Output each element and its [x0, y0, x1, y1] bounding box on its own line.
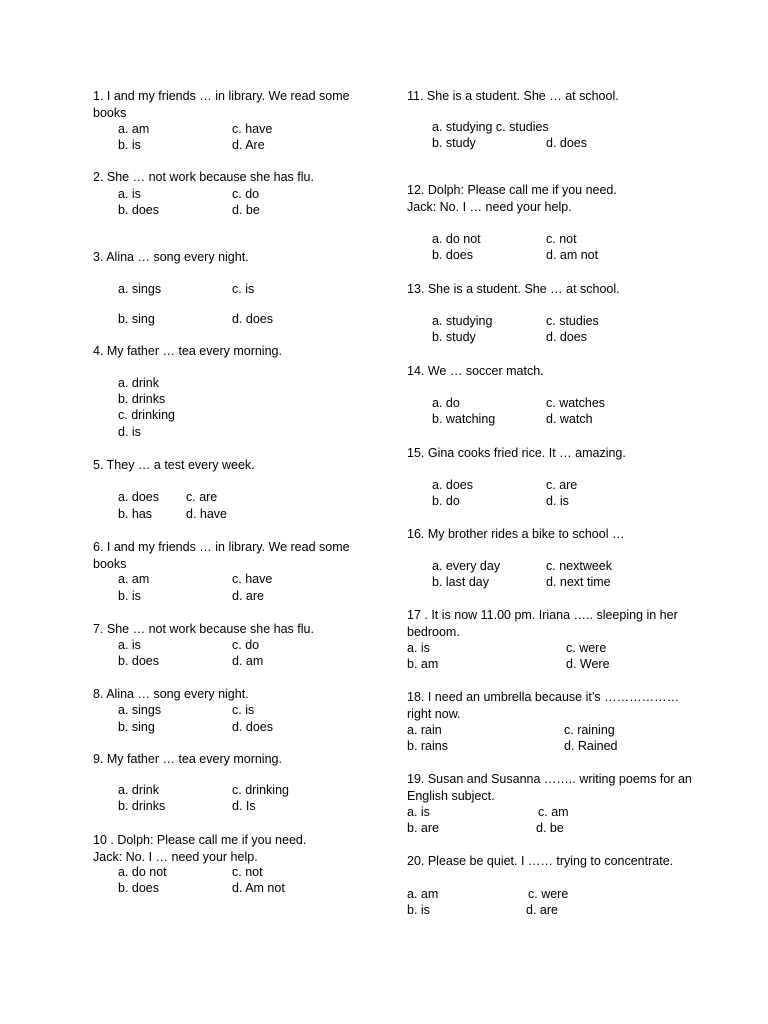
option-a: a. is — [118, 187, 141, 201]
option-a: a. does — [118, 490, 160, 504]
option-d: d. does — [232, 312, 274, 326]
option-b: b. does — [118, 881, 160, 895]
option-c: c. were — [566, 641, 607, 655]
option-c: c. do — [232, 187, 260, 201]
question-stem: 10 . Dolph: Please call me if you need. — [93, 833, 307, 847]
option-d: d. is — [546, 494, 569, 508]
question-3 — [93, 249, 373, 326]
question-stem: 17 . It is now 11.00 pm. Iriana ….. sleeping in her bedroom. — [407, 608, 678, 639]
question-15 — [407, 445, 697, 508]
question-stem: 13. She is a student. She … at school. — [407, 282, 620, 296]
question-1 — [93, 88, 373, 152]
option-d: d. be — [536, 821, 564, 835]
option-a: a. do not — [432, 232, 481, 246]
option-c: c. raining — [564, 723, 615, 737]
option-c: c. were — [528, 887, 569, 901]
option-b: b. drinks — [118, 799, 166, 813]
option-b: b. watching — [432, 412, 496, 426]
option-c: c. nextweek — [546, 559, 613, 573]
option-b: b. is — [118, 589, 141, 603]
option-a: a. do not — [118, 865, 167, 879]
question-12 — [407, 182, 697, 262]
option-b: b. does — [118, 203, 160, 217]
question-stem: 18. I need an umbrella because it’s ……………… right now. — [407, 690, 680, 721]
option-c: c. have — [232, 572, 273, 586]
option-c: c. not — [546, 232, 577, 246]
option-a: a. sings — [118, 703, 162, 717]
option-a: a. am — [118, 572, 150, 586]
option-d: d. watch — [546, 412, 593, 426]
question-19 — [407, 771, 697, 835]
option-d: d. are — [232, 589, 264, 603]
question-17 — [407, 607, 697, 671]
option-a: a. am — [407, 887, 439, 901]
option-a: a. does — [432, 478, 474, 492]
option-b: b. are — [407, 821, 439, 835]
question-9 — [93, 751, 373, 813]
option-b: b. rains — [407, 739, 448, 753]
option-a-c: a. studying c. studies — [432, 120, 549, 134]
option-b: b. study — [432, 136, 476, 150]
question-stem: 5. They … a test every week. — [93, 458, 255, 472]
question-20 — [407, 853, 697, 917]
option-c: c. are — [186, 490, 218, 504]
option-d: d. does — [546, 136, 588, 150]
option-b: b. sing — [118, 312, 155, 326]
option-a: a. sings — [118, 282, 162, 296]
question-4 — [93, 343, 373, 439]
option-d: d. am not — [546, 248, 599, 262]
option-d: d. does — [232, 720, 274, 734]
option-c: c. watches — [546, 396, 606, 410]
option-d: d. Were — [566, 657, 610, 671]
question-stem: 19. Susan and Susanna …….. writing poems for an English subject. — [407, 772, 692, 803]
option-c: c. is — [232, 703, 255, 717]
option-d: d. Is — [232, 799, 256, 813]
question-stem: 9. My father … tea every morning. — [93, 752, 282, 766]
option-a: a. do — [432, 396, 460, 410]
question-stem: 11. She is a student. She … at school. — [407, 89, 619, 103]
option-d: d. Am not — [232, 881, 285, 895]
question-6 — [93, 539, 373, 603]
question-5 — [93, 457, 373, 521]
option-c: c. do — [232, 638, 260, 652]
question-stem: 16. My brother rides a bike to school … — [407, 527, 625, 541]
question-stem: 15. Gina cooks fried rice. It … amazing. — [407, 446, 626, 460]
option-d: d. have — [186, 507, 228, 521]
question-stem-line2: Jack: No. I … need your help. — [407, 199, 572, 214]
option-a: a. drink — [118, 783, 159, 797]
option-d: d. next time — [546, 575, 611, 589]
option-d: d. am — [232, 654, 264, 668]
option-c: c. studies — [546, 314, 599, 328]
option-c: c. are — [546, 478, 578, 492]
option-d: d. does — [546, 330, 588, 344]
question-16 — [407, 526, 697, 589]
option-d: d. Are — [232, 138, 265, 152]
option-b: b. is — [118, 138, 141, 152]
question-stem: 7. She … not work because she has flu. — [93, 622, 314, 636]
option-a: a. is — [118, 638, 141, 652]
question-11 — [407, 88, 697, 150]
question-10 — [93, 832, 373, 895]
option-b: b. last day — [432, 575, 489, 589]
option-a: a. drink — [118, 376, 159, 390]
option-b: b. am — [407, 657, 439, 671]
option-a: a. is — [407, 805, 430, 819]
option-c: c. drinking — [232, 783, 289, 797]
option-b: b. is — [407, 903, 430, 917]
option-b: b. sing — [118, 720, 155, 734]
option-a: a. am — [118, 122, 150, 136]
option-c: c. am — [538, 805, 569, 819]
option-a: a. every day — [432, 559, 501, 573]
option-a: a. studying — [432, 314, 493, 328]
question-stem: 6. I and my friends … in library. We read some books — [93, 540, 350, 571]
option-d: d. Rained — [564, 739, 618, 753]
option-b: b. does — [118, 654, 160, 668]
question-13 — [407, 281, 697, 344]
question-stem: 8. Alina … song every night. — [93, 687, 249, 701]
question-stem: 20. Please be quiet. I …… trying to concentrate. — [407, 854, 674, 868]
question-stem: 14. We … soccer match. — [407, 364, 544, 378]
option-c: c. drinking — [118, 408, 175, 422]
option-c: c. not — [232, 865, 263, 879]
question-14 — [407, 363, 697, 426]
option-c: c. is — [232, 282, 255, 296]
option-b: b. does — [432, 248, 474, 262]
option-d: d. be — [232, 203, 260, 217]
option-d: d. is — [118, 425, 141, 439]
option-a: a. rain — [407, 723, 442, 737]
question-stem: 4. My father … tea every morning. — [93, 344, 282, 358]
option-d: d. are — [526, 903, 558, 917]
question-2 — [93, 169, 373, 217]
question-8 — [93, 686, 373, 734]
question-stem-line2: Jack: No. I … need your help. — [93, 849, 258, 864]
option-b: b. study — [432, 330, 476, 344]
question-stem: 12. Dolph: Please call me if you need. — [407, 183, 617, 197]
question-stem: 2. She … not work because she has flu. — [93, 170, 314, 184]
option-b: b. drinks — [118, 392, 166, 406]
question-stem: 3. Alina … song every night. — [93, 250, 249, 264]
option-b: b. has — [118, 507, 153, 521]
question-stem: 1. I and my friends … in library. We read some books — [93, 89, 350, 120]
option-b: b. do — [432, 494, 460, 508]
question-18 — [407, 689, 697, 753]
question-7 — [93, 621, 373, 668]
option-a: a. is — [407, 641, 430, 655]
option-c: c. have — [232, 122, 273, 136]
